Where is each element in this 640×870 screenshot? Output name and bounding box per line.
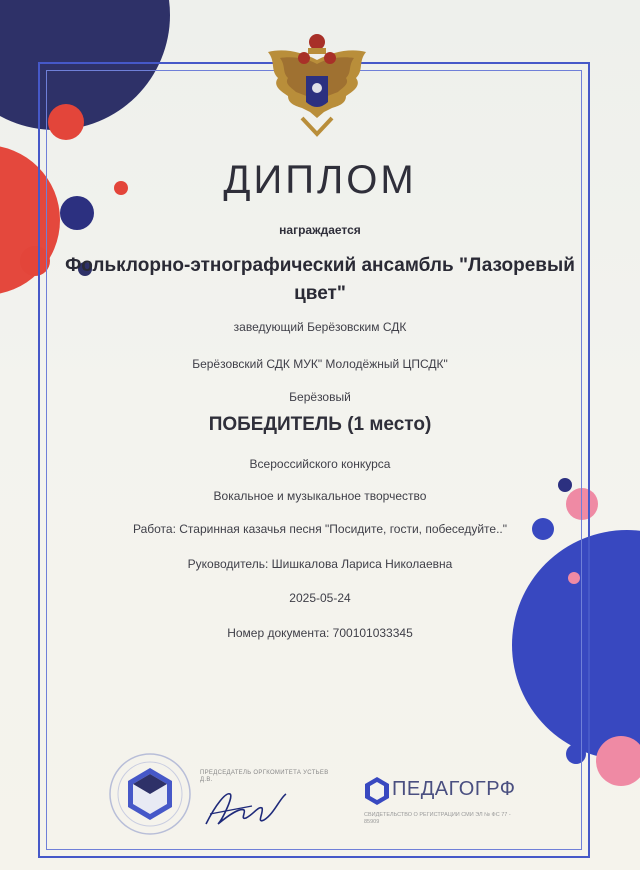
recipient-position: заведующий Берёзовским СДК [233,320,407,334]
supervisor: Руководитель: Шишкалова Лариса Николаевна [187,557,453,571]
issue-date: 2025-05-24 [289,591,351,605]
contest-name: Всероссийского конкурса [249,457,391,471]
organization: Берёзовский СДК МУК" Молодёжный ЦПСДК" [192,357,448,371]
pedagog-logo-text: ПЕДАГОГРФ [392,778,516,800]
recipient-name: Фольклорно-этнографический ансамбль "Лазоревый цвет" [65,255,575,304]
pedagog-logo-icon [364,776,390,806]
nomination: Вокальное и музыкальное творчество [213,489,427,503]
signature-icon [200,784,290,832]
diploma-title: ДИПЛОМ [223,158,417,202]
signature-block [200,770,340,784]
awarded-label: награждается [279,223,361,237]
document-number: Номер документа: 700101033345 [227,626,413,640]
work-title: Работа: Старинная казачья песня "Посидите, гости, побеседуйте.." [132,522,508,536]
result-title: ПОБЕДИТЕЛЬ (1 место) [208,414,432,435]
hexagon-seal-icon [108,752,192,841]
signature-caption: ПРЕДСЕДАТЕЛЬ ОРГКОМИТЕТА УСТЬЕВ Д.В. [200,770,329,783]
pedagog-logo-caption: СВИДЕТЕЛЬСТВО О РЕГИСТРАЦИИ СМИ ЭЛ № ФС 77 - 85909 [364,812,511,825]
locality: Берёзовый [289,390,351,404]
